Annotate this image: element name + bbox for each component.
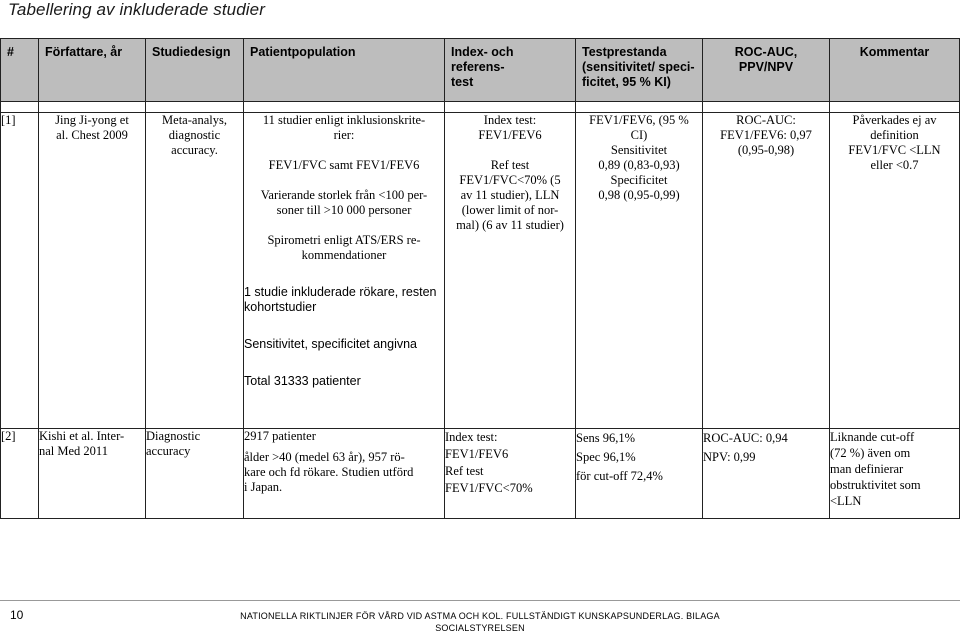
studies-table bbox=[0, 38, 960, 519]
row2-comment: Liknande cut-off (72 %) även om man definierar obstruktivitet som <LLN bbox=[830, 429, 960, 519]
row1-author: Jing Ji-yong et al. Chest 2009 bbox=[39, 113, 146, 429]
row2-population: 2917 patienter ålder >40 (medel 63 år), 957 rö- kare och fd rökare. Studien utförd i Japan. bbox=[244, 429, 445, 519]
footer-divider bbox=[0, 600, 960, 601]
header-population: Patientpopulation bbox=[244, 39, 445, 102]
row2-roc: ROC-AUC: 0,94 NPV: 0,99 bbox=[703, 429, 830, 519]
footer-text: NATIONELLA RIKTLINJER FÖR VÅRD VID ASTMA OCH KOL. FULLSTÄNDIGT KUNSKAPSUNDERLAG. BILAGA SOCIALSTYRELSEN bbox=[240, 611, 720, 633]
row2-index-ref: Index test: FEV1/FEV6 Ref test FEV1/FVC<70% bbox=[445, 429, 576, 519]
row1-index-ref: Index test: FEV1/FEV6 Ref test FEV1/FVC<70% (5 av 11 studier), LLN (lower limit of nor- mal) (6 av 11 studier) bbox=[445, 113, 576, 429]
row2-num: [2] bbox=[1, 429, 39, 519]
header-test-performance: Testprestanda (sensitivitet/ speci- ficitet, 95 % KI) bbox=[576, 39, 703, 102]
header-design: Studiedesign bbox=[146, 39, 244, 102]
header-roc: ROC-AUC, PPV/NPV bbox=[703, 39, 830, 102]
row2-design: Diagnostic accuracy bbox=[146, 429, 244, 519]
row1-population: 11 studier enligt inklusionskrite- rier: FEV1/FVC samt FEV1/FEV6 Varierande storlek från <100 per- soner till >10 000 personer Spirometri enligt ATS/ERS re- kommendationer 1 studie inkluderade rökare, resten kohortstudier Sensitivitet, specificitet angivna Total 31333 patienter bbox=[244, 113, 445, 429]
header-author: Författare, år bbox=[39, 39, 146, 102]
header-index-ref: Index- och referens- test bbox=[445, 39, 576, 102]
table-row bbox=[1, 113, 960, 429]
row2-test-performance: Sens 96,1% Spec 96,1% för cut-off 72,4% bbox=[576, 429, 703, 519]
table-row bbox=[1, 429, 960, 519]
row2-author: Kishi et al. Inter- nal Med 2011 bbox=[39, 429, 146, 519]
page-title: Tabellering av inkluderade studier bbox=[8, 0, 265, 19]
page-footer bbox=[0, 600, 960, 633]
page-number: 10 bbox=[10, 608, 24, 622]
table-header-row bbox=[1, 39, 960, 102]
row1-comment: Påverkades ej av definition FEV1/FVC <LLN eller <0.7 bbox=[830, 113, 960, 429]
row1-roc: ROC-AUC: FEV1/FEV6: 0,97 (0,95-0,98) bbox=[703, 113, 830, 429]
row1-test-performance: FEV1/FEV6, (95 % CI) Sensitivitet 0,89 (0,83-0,93) Specificitet 0,98 (0,95-0,99) bbox=[576, 113, 703, 429]
header-comment: Kommentar bbox=[830, 39, 960, 102]
header-num: # bbox=[1, 39, 39, 102]
row1-num: [1] bbox=[1, 113, 39, 429]
row1-design: Meta-analys, diagnostic accuracy. bbox=[146, 113, 244, 429]
spacer-row bbox=[1, 102, 960, 113]
